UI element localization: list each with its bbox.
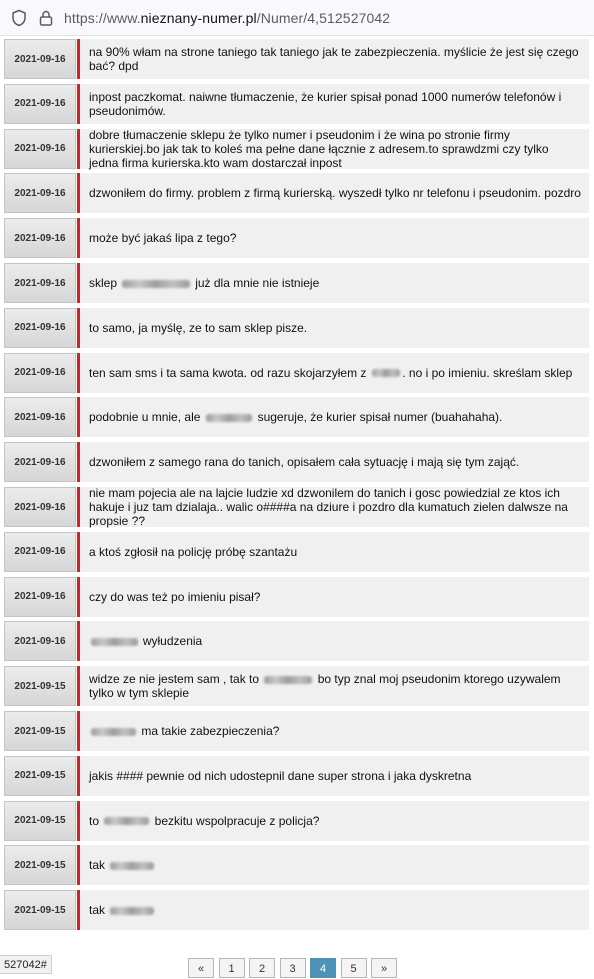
page-1-button[interactable]: 1 <box>219 958 245 978</box>
comment-row <box>0 395 589 437</box>
comment-date: 2021-09-15 <box>4 711 76 751</box>
url-host: nieznany-numer.pl <box>140 10 257 26</box>
comment-text: podobnie u mnie, ale sugeruje, że kurier spisał numer (buahahaha). <box>80 397 589 437</box>
comment-text: a ktoś zgłosił na policję próbę szantażu <box>80 532 589 572</box>
comment-text: dobre tłumaczenie sklepu że tylko numer i pseudonim i że wina po stronie firmy kurierskiej.bo jak tak to koleś ma pełne dane łącznie z adresem.to sprawdzmi czy tylko jedna firma kurierska.kto wam dostarczał inpost <box>80 129 589 169</box>
comment-text: ma takie zabezpieczenia? <box>80 711 589 751</box>
comment-date: 2021-09-15 <box>4 845 76 885</box>
url-prefix: https://www. <box>64 10 141 26</box>
comment-text: tak <box>80 845 589 885</box>
comment-date: 2021-09-16 <box>4 39 76 79</box>
comment-text: na 90% włam na strone taniego tak taniego jak te zabezpieczenia. myślicie że jest się czego bać? dpd <box>80 39 589 79</box>
comment-text: nie mam pojecia ale na lajcie ludzie xd dzwonilem do tanich i gosc powiedzial ze ktos ich hakuje i juz tam dzialaja.. walic o####a na dziure i pozdro dla kumatuch zielen dalwsze na propsie ?? <box>80 487 589 527</box>
comment-text: może być jakaś lipa z tego? <box>80 218 589 258</box>
page-2-button[interactable]: 2 <box>249 958 275 978</box>
redacted-name <box>110 862 154 870</box>
comment-row <box>0 530 589 572</box>
comment-text: czy do was też po imieniu pisał? <box>80 577 589 617</box>
comment-row <box>0 485 589 527</box>
comment-row <box>0 888 589 930</box>
comment-date: 2021-09-16 <box>4 577 76 617</box>
comment-text: sklep już dla mnie nie istnieje <box>80 263 589 303</box>
comment-text: inpost paczkomat. naiwne tłumaczenie, że kurier spisał ponad 1000 numerów telefonów i pseudonimów. <box>80 84 589 124</box>
comment-date: 2021-09-15 <box>4 756 76 796</box>
redacted-name <box>264 676 312 684</box>
comment-date: 2021-09-16 <box>4 442 76 482</box>
comment-text: ten sam sms i ta sama kwota. od razu skojarzyłem z . no i po imieniu. skreślam sklep <box>80 353 589 393</box>
comment-text: dzwoniłem z samego rana do tanich, opisałem cała sytuację i mają się tym zająć. <box>80 442 589 482</box>
comment-row <box>0 440 589 482</box>
comment-row <box>0 216 589 258</box>
url-path: /Numer/4,512527042 <box>256 10 391 26</box>
comment-row <box>0 351 589 393</box>
comment-date: 2021-09-16 <box>4 532 76 572</box>
comment-date: 2021-09-15 <box>4 666 76 706</box>
comment-row <box>0 799 589 841</box>
redacted-name <box>206 414 253 422</box>
comment-row <box>0 575 589 617</box>
lock-icon[interactable] <box>37 9 55 27</box>
comment-date: 2021-09-16 <box>4 173 76 213</box>
comment-row <box>0 306 589 348</box>
redacted-name <box>91 728 136 736</box>
comment-date: 2021-09-16 <box>4 353 76 393</box>
comment-row <box>0 709 589 751</box>
comment-text: tak <box>80 890 589 930</box>
comment-text: wyłudzenia <box>80 621 589 661</box>
comment-date: 2021-09-16 <box>4 308 76 348</box>
comment-row <box>0 37 589 79</box>
comment-row <box>0 82 589 124</box>
status-url: 527042# <box>0 955 52 974</box>
comment-row <box>0 171 589 213</box>
comment-date: 2021-09-16 <box>4 621 76 661</box>
comment-date: 2021-09-16 <box>4 397 76 437</box>
comment-date: 2021-09-16 <box>4 84 76 124</box>
comment-text: to bezkitu wspolpracuje z policja? <box>80 801 589 841</box>
comment-text: jakis #### pewnie od nich udostepnil dane super strona i jaka dyskretna <box>80 756 589 796</box>
comment-text: to samo, ja myślę, ze to sam sklep pisze. <box>80 308 589 348</box>
page-5-button[interactable]: 5 <box>341 958 367 978</box>
comment-date: 2021-09-16 <box>4 218 76 258</box>
comment-text: widze ze nie jestem sam , tak to bo typ znal moj pseudonim ktorego uzywalem tylko w tym sklepie <box>80 666 589 706</box>
address-bar[interactable] <box>0 0 594 36</box>
redacted-name <box>122 280 190 288</box>
next-page-button[interactable]: » <box>371 958 397 978</box>
prev-page-button[interactable]: « <box>188 958 214 978</box>
comment-date: 2021-09-16 <box>4 129 76 169</box>
comment-date: 2021-09-15 <box>4 801 76 841</box>
comment-row <box>0 261 589 303</box>
page-4-button[interactable]: 4 <box>310 958 336 978</box>
comment-row <box>0 664 589 706</box>
comment-date: 2021-09-15 <box>4 890 76 930</box>
redacted-name <box>110 907 154 915</box>
shield-icon[interactable] <box>10 9 28 27</box>
comment-row <box>0 619 589 661</box>
comment-date: 2021-09-16 <box>4 263 76 303</box>
comment-date: 2021-09-16 <box>4 487 76 527</box>
comment-row <box>0 754 589 796</box>
url-text[interactable] <box>64 9 390 27</box>
redacted-name <box>372 369 401 377</box>
comment-row <box>0 127 589 169</box>
comment-text: dzwoniłem do firmy. problem z firmą kurierską. wyszedł tylko nr telefonu i pseudonim. pozdro <box>80 173 589 213</box>
page-3-button[interactable]: 3 <box>280 958 306 978</box>
comment-row <box>0 843 589 885</box>
redacted-name <box>91 638 138 646</box>
redacted-name <box>104 817 149 825</box>
